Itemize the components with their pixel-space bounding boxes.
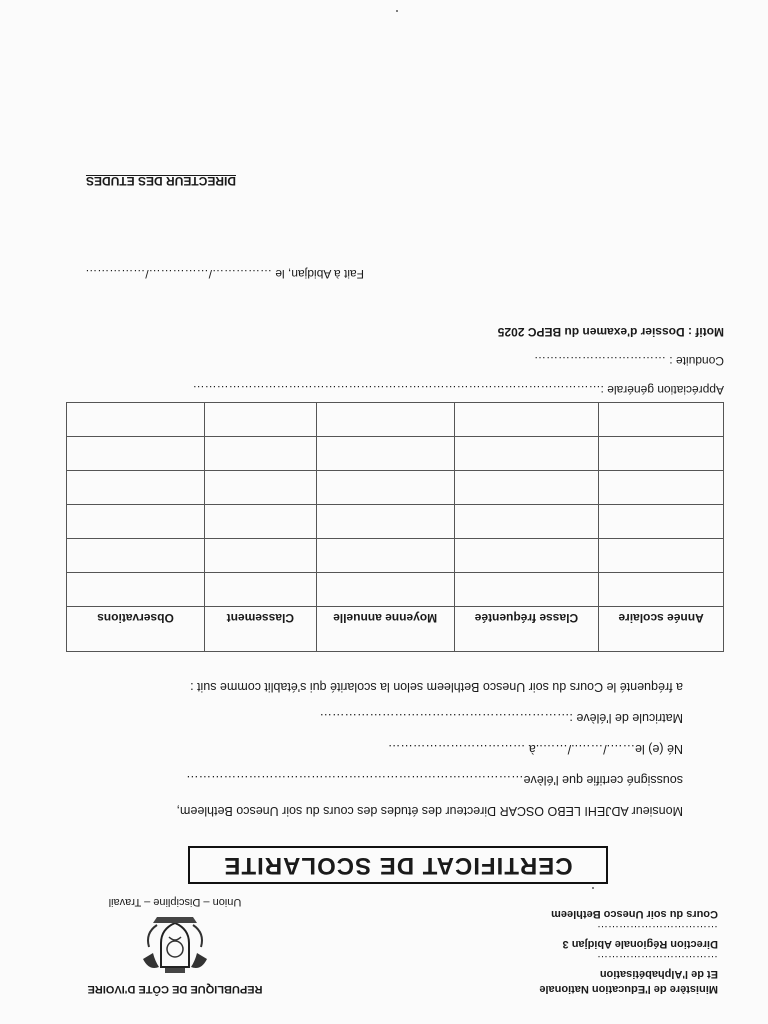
table-cell — [599, 505, 724, 539]
ministry-line1: Ministère de l'Education Nationale — [539, 983, 718, 995]
ministry-line2: Et de l'Alphabétisation — [599, 968, 718, 980]
dotted-line-2: …………………………… — [597, 923, 718, 935]
table-row — [67, 403, 724, 437]
table-cell — [316, 573, 454, 607]
table-cell — [454, 573, 599, 607]
table-cell — [67, 437, 205, 471]
table-row — [67, 437, 724, 471]
col-classe-frequentee: Classe fréquentée — [454, 607, 599, 652]
body-line-2: soussigné certifie que l'élève……………………………………………………………………… — [186, 773, 683, 787]
table-cell — [316, 471, 454, 505]
table-cell — [204, 505, 316, 539]
col-annee-scolaire: Année scolaire — [599, 607, 724, 652]
table-row — [67, 505, 724, 539]
table-cell — [454, 505, 599, 539]
table-header-row — [67, 607, 724, 652]
school-name: Cours du soir Unesco Bethleem — [551, 908, 718, 920]
table-cell — [67, 539, 205, 573]
certificate-footer — [40, 317, 724, 404]
certificate-title: CERTIFICAT DE SCOLARITE — [188, 846, 608, 884]
table-cell — [204, 437, 316, 471]
table-row — [67, 471, 724, 505]
regional-direction: Direction Régionale Abidjan 3 — [562, 938, 718, 950]
table-cell — [204, 403, 316, 437]
birth-line: Né (e) le……./……../……..à …………………………… — [387, 742, 683, 756]
table-cell — [316, 505, 454, 539]
table-cell — [316, 403, 454, 437]
col-moyenne-annuelle: Moyenne annuelle — [316, 607, 454, 652]
coat-of-arms-icon — [135, 913, 215, 977]
conduct-line: Conduite : …………………………… — [533, 354, 724, 368]
table-cell — [67, 403, 205, 437]
letterhead-left — [398, 906, 718, 996]
republic-name: REPUBLIQUE DE CÔTE D'IVOIRE — [87, 983, 263, 995]
table-cell — [454, 437, 599, 471]
table-cell — [599, 437, 724, 471]
table-cell — [454, 403, 599, 437]
table-cell — [599, 471, 724, 505]
letterhead — [30, 896, 718, 996]
attendance-line: a fréquenté le Cours du soir Unesco Bethleem selon la scolarité qui s'établit comme suit : — [190, 680, 683, 694]
body-line-1: Monsieur ADJEHI LEBO OSCAR Directeur des études des cours du soir Unesco Bethleem, — [176, 804, 683, 818]
table-cell — [454, 539, 599, 573]
scan-speck — [396, 10, 398, 12]
place-date-line: Fait à Abidjan, le ……………/……………/…………… — [85, 267, 364, 281]
table-row — [67, 539, 724, 573]
general-appreciation: Appréciation générale :………………………………………………………………………………………… — [192, 383, 724, 397]
table-row — [67, 573, 724, 607]
col-classement: Classement — [204, 607, 316, 652]
dotted-line-1: …………………………… — [597, 953, 718, 965]
table-cell — [599, 539, 724, 573]
national-motto: Union – Discipline – Travail — [108, 896, 242, 908]
table-cell — [454, 471, 599, 505]
certificate-body — [40, 671, 683, 826]
schooling-table — [66, 402, 724, 652]
student-id-line: Matricule de l'élève :…………………………………………………… — [319, 711, 683, 725]
scan-speck — [592, 887, 594, 889]
table-cell — [316, 437, 454, 471]
table-cell — [67, 573, 205, 607]
motif-line: Motif : Dossier d'examen du BEPC 2025 — [497, 325, 724, 339]
director-signature-label: DIRECTEUR DES ETUDES — [85, 174, 236, 188]
table-cell — [67, 471, 205, 505]
table-cell — [204, 471, 316, 505]
table-cell — [316, 539, 454, 573]
table-cell — [67, 505, 205, 539]
table-cell — [599, 403, 724, 437]
col-observations: Observations — [67, 607, 205, 652]
letterhead-right — [50, 894, 300, 996]
table-cell — [204, 539, 316, 573]
table-cell — [204, 573, 316, 607]
table-cell — [599, 573, 724, 607]
